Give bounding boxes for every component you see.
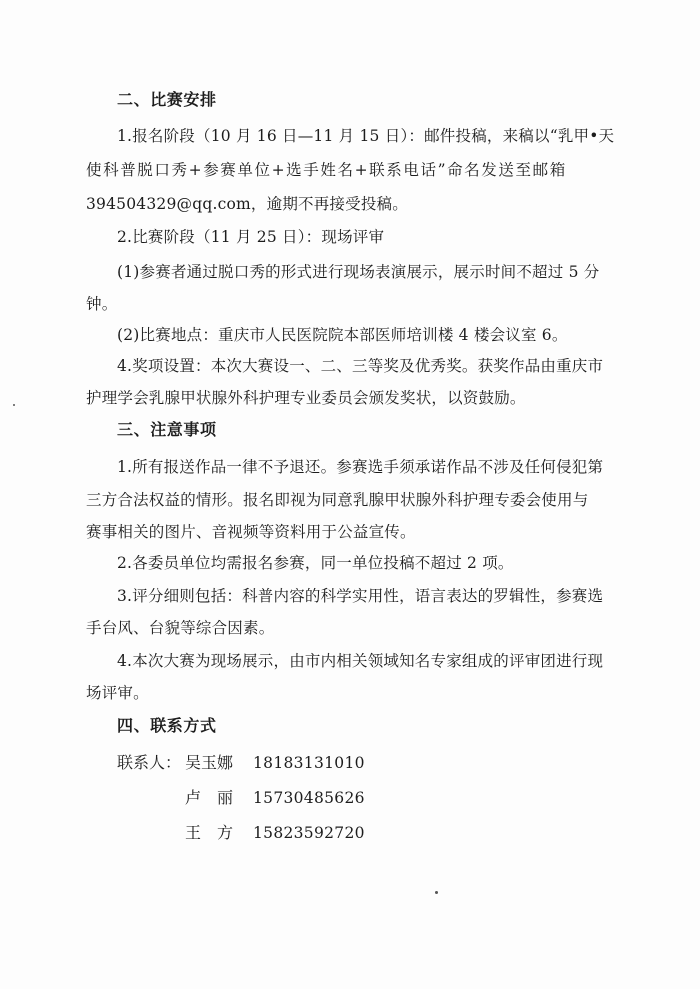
competition-item1-line-2: 钟。 bbox=[86, 295, 118, 313]
notes-item4-line-2: 场评审。 bbox=[86, 684, 149, 702]
competition-item1-line-1: (1)参赛者通过脱口秀的形式进行现场表演展示，展示时间不超过 5 分 bbox=[117, 263, 600, 281]
notes-item3-line-1: 3.评分细则包括：科普内容的科学实用性，语言表达的罗辑性，参赛选 bbox=[117, 587, 604, 605]
competition-line-1: 2.比赛阶段（11 月 25 日）：现场评审 bbox=[117, 228, 385, 246]
notes-item1-line-1: 1.所有报送作品一律不予退还。参赛选手须承诺作品不涉及任何侵犯第 bbox=[117, 458, 604, 476]
competition-item2: (2)比赛地点：重庆市人民医院院本部医师培训楼 4 楼会议室 6。 bbox=[117, 326, 568, 344]
contact-name: 吴玉娜 bbox=[185, 753, 234, 772]
contact-phone: 18183131010 bbox=[253, 754, 365, 772]
scan-speck bbox=[13, 404, 15, 406]
notes-item1-line-3: 赛事相关的图片、音视频等资料用于公益宣传。 bbox=[86, 523, 416, 541]
section-heading-notes: 三、注意事项 bbox=[117, 420, 217, 439]
notes-item2: 2.各委员单位均需报名参赛，同一单位投稿不超过 2 项。 bbox=[117, 554, 514, 572]
notes-item4-line-1: 4.本次大赛为现场展示，由市内相关领域知名专家组成的评审团进行现 bbox=[117, 652, 604, 670]
section-heading-schedule: 二、比赛安排 bbox=[117, 90, 217, 109]
registration-line-2: 使科普脱口秀+参赛单位+选手姓名+联系电话”命名发送至邮箱 bbox=[86, 161, 567, 179]
section-heading-contact: 四、联系方式 bbox=[117, 716, 217, 735]
scan-speck bbox=[435, 891, 438, 894]
registration-line-3: 394504329@qq.com，逾期不再接受投稿。 bbox=[86, 195, 408, 213]
awards-line-2: 护理学会乳腺甲状腺外科护理专业委员会颁发奖状，以资鼓励。 bbox=[86, 389, 526, 407]
contact-phone: 15823592720 bbox=[253, 824, 365, 842]
contact-phone: 15730485626 bbox=[253, 789, 365, 807]
contact-name: 卢 丽 bbox=[185, 788, 234, 807]
notes-item3-line-2: 手台风、台貌等综合因素。 bbox=[86, 619, 275, 637]
registration-line-1: 1.报名阶段（10 月 16 日—11 月 15 日）：邮件投稿，来稿以“乳甲•天 bbox=[117, 127, 615, 145]
contact-label: 联系人： bbox=[117, 753, 182, 772]
notes-item1-line-2: 三方合法权益的情形。报名即视为同意乳腺甲状腺外科护理专委会使用与 bbox=[86, 491, 589, 509]
awards-line-1: 4.奖项设置：本次大赛设一、二、三等奖及优秀奖。获奖作品由重庆市 bbox=[117, 357, 604, 375]
contact-name: 王 方 bbox=[185, 823, 234, 842]
